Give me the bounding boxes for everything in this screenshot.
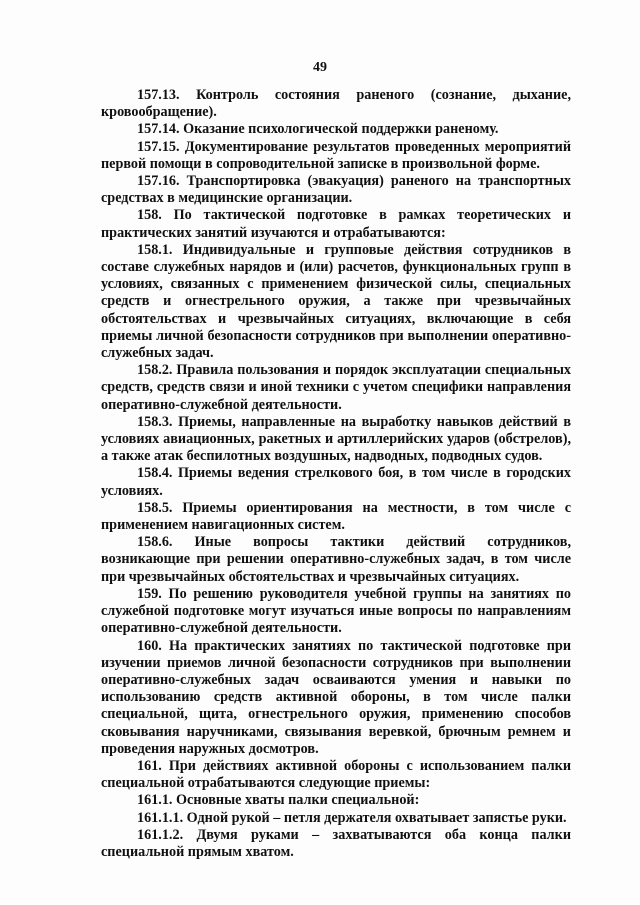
paragraph-157-15: 157.15. Документирование результатов проведенных мероприятий первой помощи в сопроводительной записке в произвольной форме. bbox=[101, 138, 571, 172]
paragraph-158-6: 158.6. Иные вопросы тактики действий сотрудников, возникающие при решении оперативно-служебных задач, в том числе при чрезвычайных обстоятельствах и чрезвычайных ситуациях. bbox=[101, 534, 571, 585]
page-number: 49 bbox=[313, 60, 327, 75]
paragraph-161-1-1: 161.1.1. Одной рукой – петля держателя охватывает запястье руки. bbox=[137, 809, 567, 826]
paragraph-158-5: 158.5. Приемы ориентирования на местности, в том числе с применением навигационных систем. bbox=[101, 499, 571, 534]
paragraph-158-3: 158.3. Приемы, направленные на выработку навыков действий в условиях авиационных, ракетных и артиллерийских ударов (обстрелов), а также атак беспилотных воздушных, надводных, подводных судов. bbox=[101, 413, 571, 465]
document-body bbox=[101, 87, 571, 861]
paragraph-157-16: 157.16. Транспортировка (эвакуация) раненого на транспортных средствах в медицинские организации. bbox=[101, 173, 571, 207]
paragraph-161-1: 161.1. Основные хваты палки специальной: bbox=[137, 792, 420, 809]
paragraph-161-1-2: 161.1.2. Двумя руками – захватываются оба конца палки специальной прямым хватом. bbox=[101, 826, 571, 860]
paragraph-159: 159. По решению руководителя учебной группы на занятиях по служебной подготовке могут изучаться иные вопросы по направлениям оперативно-служебной деятельности. bbox=[101, 585, 571, 637]
paragraph-158-1: 158.1. Индивидуальные и групповые действия сотрудников в составе служебных нарядов и (или) расчетов, функциональных групп в условиях, связанных с применением физической силы, специальных средств и огнестрельного оружия, а также при чрезвычайных обстоятельствах и чрезвычайных ситуациях, включающие в себя приемы личной безопасности сотрудников при выполнении оперативно-служебных задач. bbox=[101, 241, 571, 362]
paragraph-158-2: 158.2. Правила пользования и порядок эксплуатации специальных средств, средств связи и иной техники с учетом специфики направления оперативно-служебной деятельности. bbox=[101, 362, 571, 413]
paragraph-157-13: 157.13. Контроль состояния раненого (сознание, дыхание, кровообращение). bbox=[101, 87, 571, 121]
paragraph-157-14: 157.14. Оказание психологической поддержки раненому. bbox=[137, 121, 499, 138]
paragraph-161: 161. При действиях активной обороны с использованием палки специальной отрабатываются следующие приемы: bbox=[101, 757, 571, 792]
paragraph-160: 160. На практических занятиях по тактической подготовке при изучении приемов личной безопасности сотрудников при выполнении оперативно-служебных задач осваиваются умения и навыки по использованию средств активной обороны, в том числе палки специальной, щита, огнестрельного оружия, применению способов сковывания наручниками, связывания веревкой, брючным ремнем и проведения наружных досмотров. bbox=[101, 637, 571, 757]
paragraph-158: 158. По тактической подготовке в рамках теоретических и практических занятий изучаются и отрабатываются: bbox=[101, 207, 571, 241]
paragraph-158-4: 158.4. Приемы ведения стрелкового боя, в том числе в городских условиях. bbox=[101, 465, 571, 499]
